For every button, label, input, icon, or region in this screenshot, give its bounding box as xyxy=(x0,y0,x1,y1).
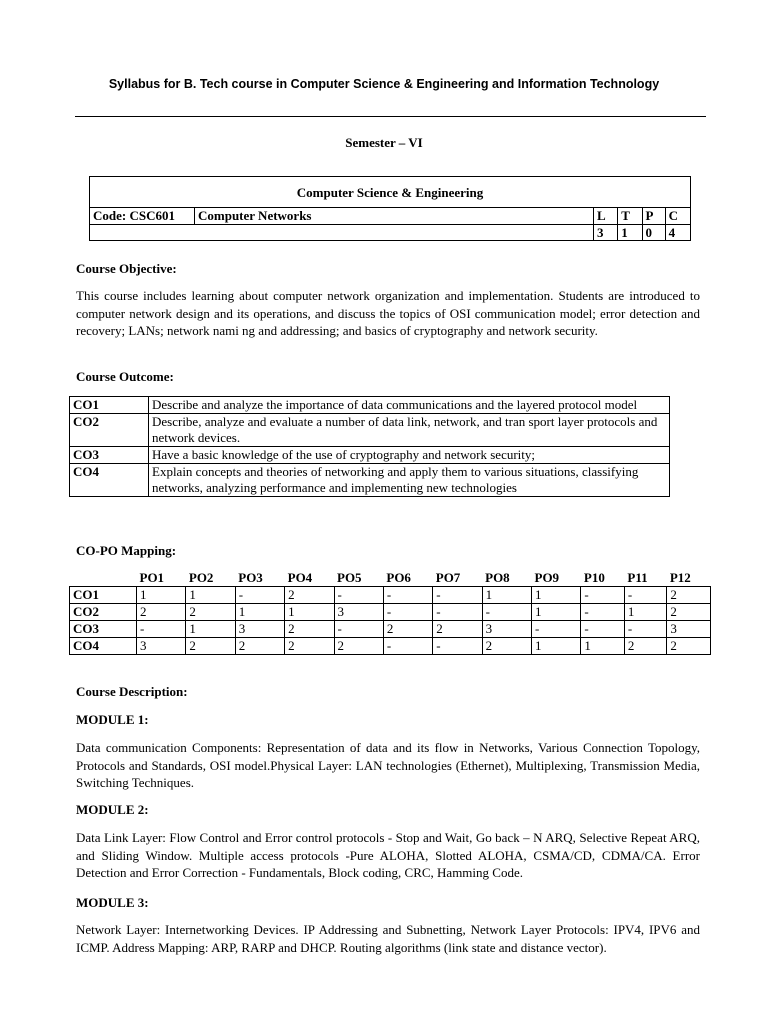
mapping-row-label: CO2 xyxy=(70,604,137,621)
mapping-cell: 2 xyxy=(285,638,334,655)
outcome-row xyxy=(70,464,670,497)
ltpc-value-c: 4 xyxy=(665,225,690,241)
department-name: Computer Science & Engineering xyxy=(90,177,691,208)
mapping-cell: - xyxy=(433,638,482,655)
mapping-cell: 2 xyxy=(667,587,711,604)
outcome-title: Course Outcome: xyxy=(76,369,174,384)
mapping-cell: 3 xyxy=(235,621,284,638)
mapping-cell: 3 xyxy=(667,621,711,638)
mapping-cell: - xyxy=(137,621,186,638)
description-title: Course Description: xyxy=(76,684,188,699)
ltpc-head-t: T xyxy=(618,208,642,225)
objective-title: Course Objective: xyxy=(76,261,177,276)
outcome-code: CO1 xyxy=(70,397,149,414)
mapping-cell: 3 xyxy=(334,604,383,621)
mapping-cell: - xyxy=(581,604,625,621)
outcome-code: CO3 xyxy=(70,447,149,464)
outcome-text: Have a basic knowledge of the use of cryptography and network security; xyxy=(149,447,670,464)
mapping-cell: 2 xyxy=(285,621,334,638)
mapping-cell: - xyxy=(235,587,284,604)
mapping-cell: - xyxy=(383,638,432,655)
course-code: Code: CSC601 xyxy=(90,208,195,225)
mapping-cell: 2 xyxy=(624,638,666,655)
outcome-text: Describe and analyze the importance of data communications and the layered protocol model xyxy=(149,397,670,414)
mapping-cell: 1 xyxy=(186,621,235,638)
mapping-cell: 3 xyxy=(137,638,186,655)
objective-text: This course includes learning about computer network organization and implementation. Students are introduced to computer network design and its operations, and discuss the topics of OSI communication model; error detection and recovery; LANs; network nami ng and addressing; and basics of cryptography and network security. xyxy=(76,288,700,338)
mapping-row xyxy=(70,638,711,655)
mapping-cell: 2 xyxy=(482,638,531,655)
mapping-cell: - xyxy=(624,621,666,638)
course-outcome-table xyxy=(69,396,670,497)
mapping-cell: 1 xyxy=(186,587,235,604)
mapping-header-cell: PO1 xyxy=(137,570,186,587)
mapping-header-row xyxy=(70,570,711,587)
mapping-header-cell: PO8 xyxy=(482,570,531,587)
mapping-header-cell: PO3 xyxy=(235,570,284,587)
outcome-code: CO2 xyxy=(70,414,149,447)
mapping-cell: 2 xyxy=(667,604,711,621)
mapping-row xyxy=(70,604,711,621)
mapping-cell: - xyxy=(334,587,383,604)
mapping-header-cell: PO6 xyxy=(383,570,432,587)
mapping-cell: - xyxy=(383,604,432,621)
co-po-mapping-table xyxy=(69,570,711,655)
mapping-row-label: CO4 xyxy=(70,638,137,655)
mapping-cell: 1 xyxy=(235,604,284,621)
ltpc-spacer xyxy=(90,225,594,241)
module-1-text: Data communication Components: Representation of data and its flow in Networks, Various Connection Topology, Protocols and Standards, OSI model.Physical Layer: LAN technologies (Ethernet), Multiplexing, Transmission Media, Switching Techniques. xyxy=(76,740,700,790)
mapping-header-cell: PO5 xyxy=(334,570,383,587)
outcome-text: Describe, analyze and evaluate a number of data link, network, and tran sport layer protocols and network devices. xyxy=(149,414,670,447)
mapping-header-cell: PO2 xyxy=(186,570,235,587)
outcome-text: Explain concepts and theories of networking and apply them to various situations, classifying networks, analyzing performance and implementing new technologies xyxy=(149,464,670,497)
mapping-header-cell: PO4 xyxy=(285,570,334,587)
mapping-cell: 2 xyxy=(186,604,235,621)
mapping-cell: 2 xyxy=(334,638,383,655)
mapping-cell: 1 xyxy=(581,638,625,655)
outcome-row xyxy=(70,447,670,464)
mapping-corner xyxy=(70,570,137,587)
course-info-table xyxy=(89,176,691,241)
module-3-text: Network Layer: Internetworking Devices. IP Addressing and Subnetting, Network Layer Protocols: IPV4, IPV6 and ICMP. Address Mapping: ARP, RARP and DHCP. Routing algorithms (link state and distance vector). xyxy=(76,922,700,955)
outcome-row xyxy=(70,397,670,414)
mapping-cell: 1 xyxy=(532,638,581,655)
mapping-header-cell: PO7 xyxy=(433,570,482,587)
mapping-cell: - xyxy=(433,587,482,604)
mapping-cell: - xyxy=(624,587,666,604)
module-1-title: MODULE 1: xyxy=(76,712,149,727)
mapping-cell: 1 xyxy=(482,587,531,604)
document-header: Syllabus for B. Tech course in Computer Science & Engineering and Information Technology xyxy=(108,77,660,91)
mapping-title: CO-PO Mapping: xyxy=(76,543,177,558)
mapping-cell: 1 xyxy=(624,604,666,621)
mapping-cell: 2 xyxy=(137,604,186,621)
mapping-cell: 2 xyxy=(433,621,482,638)
mapping-cell: - xyxy=(482,604,531,621)
mapping-row-label: CO1 xyxy=(70,587,137,604)
ltpc-head-l: L xyxy=(594,208,618,225)
mapping-cell: 2 xyxy=(667,638,711,655)
mapping-cell: 2 xyxy=(186,638,235,655)
mapping-cell: - xyxy=(433,604,482,621)
mapping-header-cell: P10 xyxy=(581,570,625,587)
mapping-row xyxy=(70,621,711,638)
mapping-cell: - xyxy=(581,621,625,638)
mapping-cell: - xyxy=(383,587,432,604)
mapping-cell: 1 xyxy=(137,587,186,604)
module-3-title: MODULE 3: xyxy=(76,895,149,910)
mapping-cell: 1 xyxy=(285,604,334,621)
ltpc-value-p: 0 xyxy=(642,225,665,241)
mapping-header-cell: PO9 xyxy=(532,570,581,587)
ltpc-head-c: C xyxy=(665,208,690,225)
mapping-cell: 1 xyxy=(532,587,581,604)
mapping-header-cell: P11 xyxy=(624,570,666,587)
mapping-cell: 2 xyxy=(235,638,284,655)
mapping-cell: 2 xyxy=(383,621,432,638)
outcome-row xyxy=(70,414,670,447)
mapping-row-label: CO3 xyxy=(70,621,137,638)
module-2-title: MODULE 2: xyxy=(76,802,149,817)
module-2-text: Data Link Layer: Flow Control and Error control protocols - Stop and Wait, Go back – N ARQ, Selective Repeat ARQ, and Sliding Window. Multiple access protocols -Pure ALOHA, Slotted ALOHA, CSMA/CD, CDMA/CA. Error Detection and Error Correction - Fundamentals, Block coding, CRC, Hamming Code. xyxy=(76,830,700,880)
semester-title: Semester – VI xyxy=(345,135,423,150)
mapping-cell: 1 xyxy=(532,604,581,621)
mapping-cell: - xyxy=(532,621,581,638)
mapping-cell: - xyxy=(581,587,625,604)
ltpc-value-t: 1 xyxy=(618,225,642,241)
mapping-cell: 3 xyxy=(482,621,531,638)
mapping-header-cell: P12 xyxy=(667,570,711,587)
course-name: Computer Networks xyxy=(195,208,594,225)
mapping-cell: - xyxy=(334,621,383,638)
outcome-code: CO4 xyxy=(70,464,149,497)
ltpc-value-l: 3 xyxy=(594,225,618,241)
mapping-row xyxy=(70,587,711,604)
ltpc-head-p: P xyxy=(642,208,665,225)
header-rule xyxy=(75,116,706,117)
mapping-cell: 2 xyxy=(285,587,334,604)
